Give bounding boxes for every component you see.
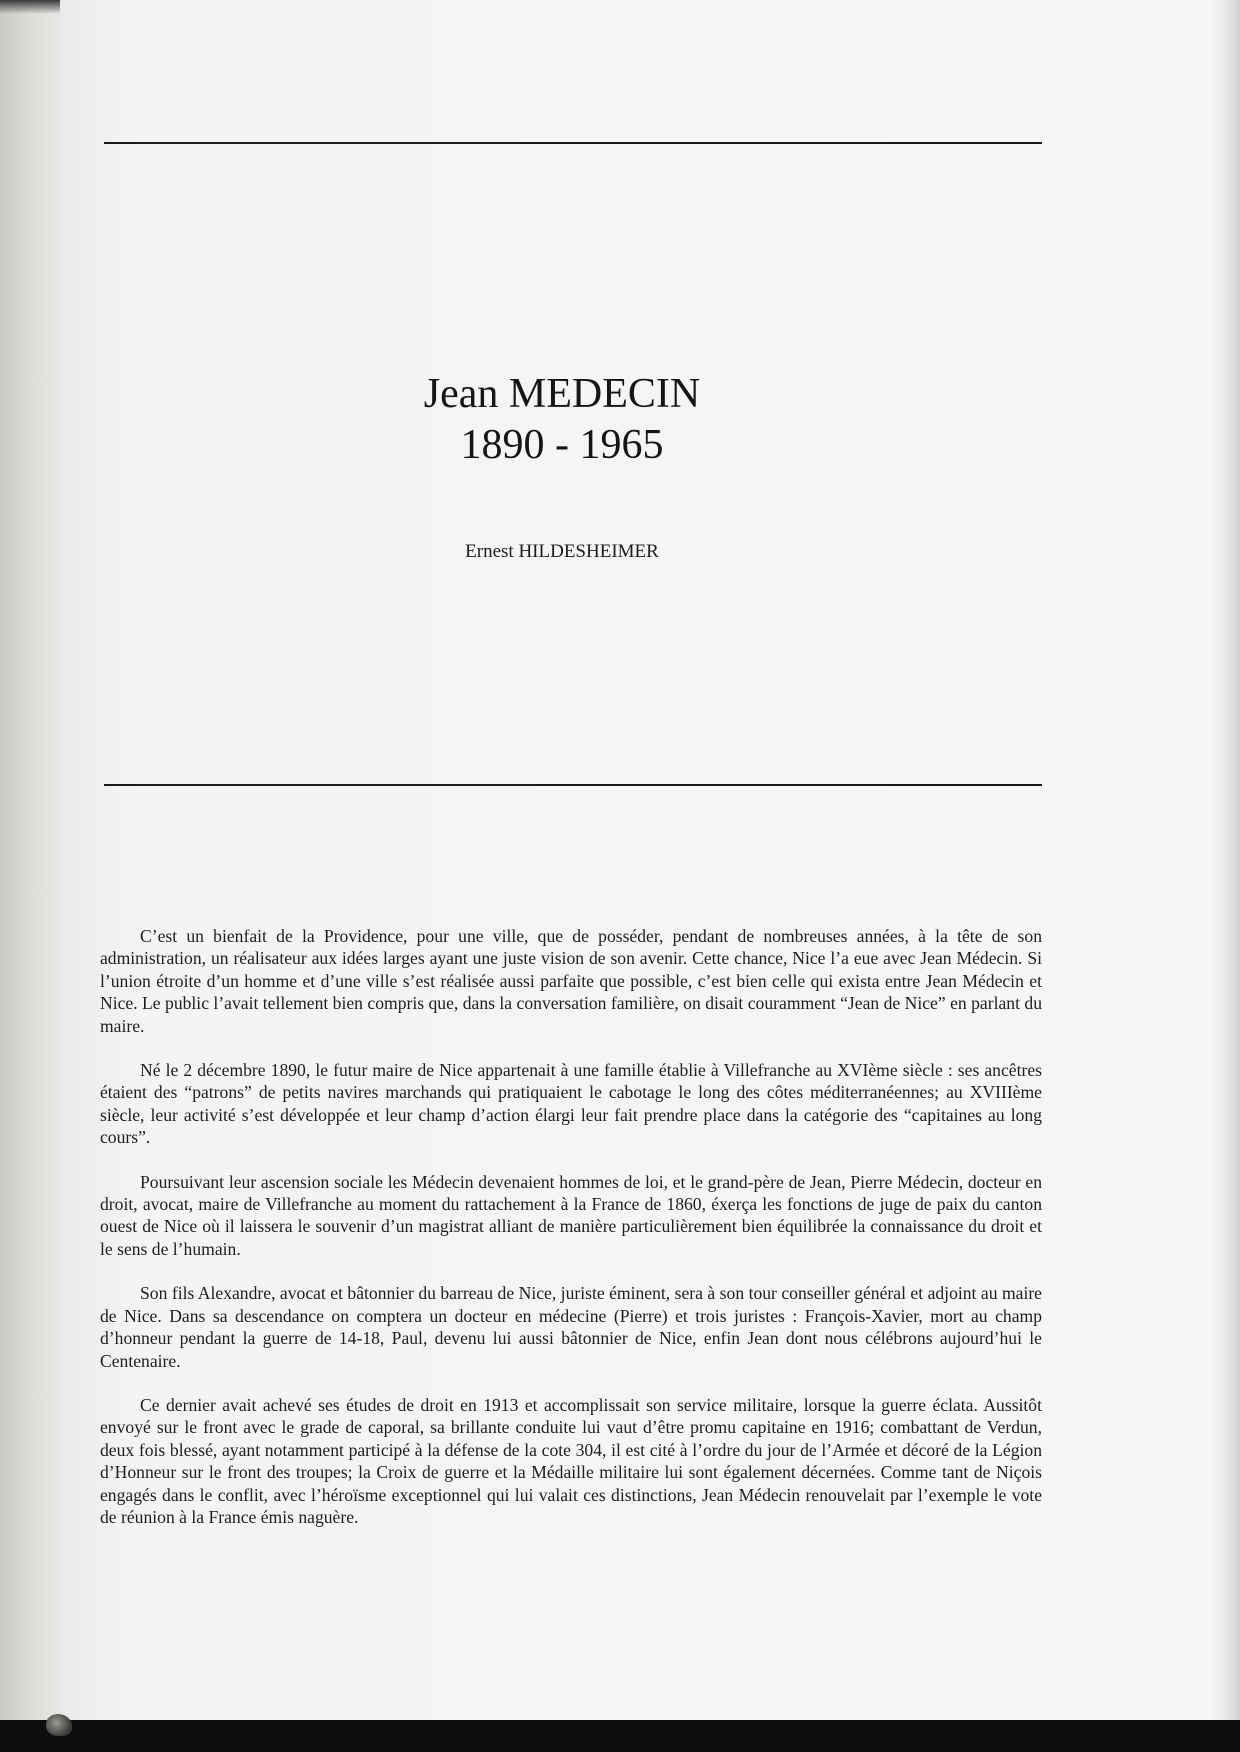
paragraph: C’est un bienfait de la Providence, pour une ville, que de posséder, pendant de nombreuses années, à la tête de son administration, un réalisateur aux idées larges ayant une juste vision de son avenir. Cette chance, Nice l’a eue avec Jean Médecin. Si l’union étroite d’un homme et d’une ville s’est réalisée aussi parfaite que possible, c’est bien celle qui exista entre Jean Médecin et Nice. Le public l’avait tellement bien compris que, dans la conversation familière, on disait couramment “Jean de Nice” en parlant du maire. bbox=[100, 926, 1042, 1036]
page-edge-shadow bbox=[1212, 0, 1240, 1752]
middle-horizontal-rule bbox=[104, 784, 1042, 786]
top-horizontal-rule bbox=[104, 142, 1042, 144]
article-body bbox=[100, 925, 1042, 1550]
scan-corner-shadow bbox=[0, 0, 60, 14]
article-author: Ernest HILDESHEIMER bbox=[465, 541, 659, 562]
paragraph: Né le 2 décembre 1890, le futur maire de Nice appartenait à une famille établie à Villefranche au XVIème siècle : ses ancêtres étaient des “patrons” de petits navires marchands qui pratiquaient le cabotage le long des côtes méditerranéennes; au XVIIIème siècle, leur activité s’est développée et leur champ d’action élargi leur fait prendre place dans la catégorie des “capitaines au long cours”. bbox=[100, 1060, 1042, 1148]
paragraph: Poursuivant leur ascension sociale les Médecin devenaient hommes de loi, et le grand-père de Jean, Pierre Médecin, docteur en droit, avocat, maire de Villefranche au moment du rattachement à la France de 1860, éxerça les fonctions de juge de paix du canton ouest de Nice où il laissera le souvenir d’un magistrat alliant de manière particulièrement bien équilibrée la connaissance du droit et le sens de l’humain. bbox=[100, 1171, 1042, 1259]
paragraph: Son fils Alexandre, avocat et bâtonnier du barreau de Nice, juriste éminent, sera à son tour conseiller général et adjoint au maire de Nice. Dans sa descendance on comptera un docteur en médecine (Pierre) et trois juristes : François-Xavier, mort au champ d’honneur pendant la guerre de 14-18, Paul, devenu lui aussi bâtonnier de Nice, enfin Jean dont nous célébrons aujourd’hui le Centenaire. bbox=[100, 1283, 1042, 1371]
article-dates: 1890 - 1965 bbox=[460, 422, 664, 468]
paragraph: Ce dernier avait achevé ses études de droit en 1913 et accomplissait son service militaire, lorsque la guerre éclata. Aussitôt envoyé sur le front avec le grade de caporal, sa brillante conduite lui vaut d’être promu capitaine en 1916; combattant de Verdun, deux fois blessé, ayant notamment participé à la défense de la cote 304, il est cité à l’ordre du jour de l’Armée et décoré de la Légion d’Honneur sur le front des troupes; la Croix de guerre et la Médaille militaire lui sont également décernées. Comme tant de Niçois engagés dans le conflit, avec l’héroïsme exceptionnel qui lui valait ces distinctions, Jean Médecin renouvelait par l’exemple le vote de réunion à la France émis naguère. bbox=[100, 1394, 1042, 1527]
scan-artifact bbox=[46, 1714, 72, 1736]
article-title: Jean MEDECIN bbox=[423, 371, 701, 417]
scan-bottom-edge bbox=[0, 1720, 1240, 1752]
